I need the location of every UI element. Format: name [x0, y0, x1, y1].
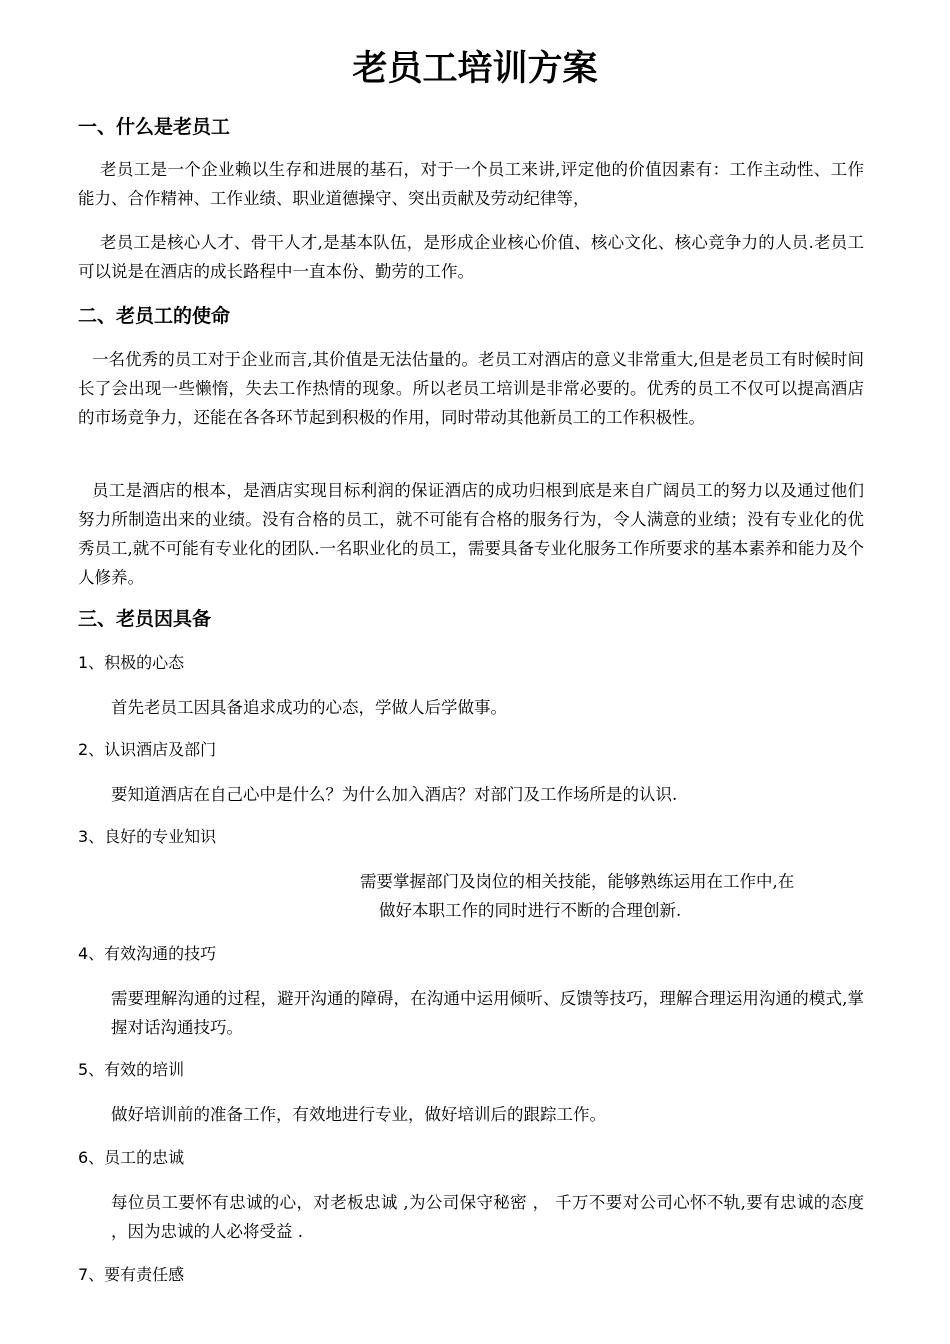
section-heading-1: 一、什么是老员工: [78, 116, 231, 138]
item-text-3: [360, 867, 866, 925]
item-text-4: 需要理解沟通的过程，避开沟通的障碍，在沟通中运用倾听、反馈等技巧，理解合理运用沟通的模式,掌握对话沟通技巧。: [111, 989, 864, 1037]
section-heading-3: 三、老员因具备: [78, 608, 212, 630]
section-1-paragraph-1: 老员工是一个企业赖以生存和进展的基石，对于一个员工来讲,评定他的价值因素有：工作主动性、工作能力、合作精神、工作业绩、职业道德操守、突出贡献及劳动纪律等，: [78, 160, 864, 208]
section-2-paragraph-2: 员工是酒店的根本，是酒店实现目标利润的保证酒店的成功归根到底是来自广阔员工的努力以及通过他们努力所制造出来的业绩。没有合格的员工，就不可能有合格的服务行为，令人满意的业绩；没有专业化的优秀员工,就不可能有专业化的团队.一名职业化的员工，需要具备专业化服务工作所要求的基本素养和能力及个人修养。: [78, 481, 864, 587]
document-title: 老员工培训方案: [352, 48, 598, 89]
item-text-6: 每位员工要怀有忠诚的心，对老板忠诚 ,为公司保守秘密 ， 千万不要对公司心怀不轨,要有忠诚的态度 ，因为忠诚的人必将受益 .: [111, 1193, 864, 1241]
item-text-2: 要知道酒店在自己心中是什么？为什么加入酒店？对部门及工作场所是的认识.: [111, 785, 678, 804]
item-label-1: 1、积极的心态: [78, 653, 185, 672]
item-text-3-line-2: 做好本职工作的同时进行不断的合理创新.: [379, 901, 682, 920]
section-2-paragraph-1: 一名优秀的员工对于企业而言,其价值是无法估量的。老员工对酒店的意义非常重大,但是老员工有时候时间长了会出现一些懒惰，失去工作热情的现象。所以老员工培训是非常必要的。优秀的员工不仅可以提高酒店的市场竞争力，还能在各各环节起到积极的作用，同时带动其他新员工的工作积极性。: [78, 350, 864, 427]
item-label-7: 7、要有责任感: [78, 1265, 185, 1284]
section-1-paragraph-2: 老员工是核心人才、骨干人才,是基本队伍，是形成企业核心价值、核心文化、核心竞争力的人员.老员工可以说是在酒店的成长路程中一直本份、勤劳的工作。: [78, 233, 864, 281]
item-label-4: 4、有效沟通的技巧: [78, 944, 217, 963]
item-label-3: 3、良好的专业知识: [78, 827, 217, 846]
item-text-5: 做好培训前的准备工作，有效地进行专业，做好培训后的跟踪工作。: [111, 1105, 606, 1124]
item-label-2: 2、认识酒店及部门: [78, 740, 217, 759]
item-text-1: 首先老员工因具备追求成功的心态，学做人后学做事。: [111, 698, 507, 717]
section-heading-2: 二、老员工的使命: [78, 305, 231, 327]
item-label-6: 6、员工的忠诚: [78, 1148, 185, 1167]
item-label-5: 5、有效的培训: [78, 1060, 185, 1079]
item-text-3-line-1: 需要掌握部门及岗位的相关技能，能够熟练运用在工作中,在: [360, 872, 795, 891]
